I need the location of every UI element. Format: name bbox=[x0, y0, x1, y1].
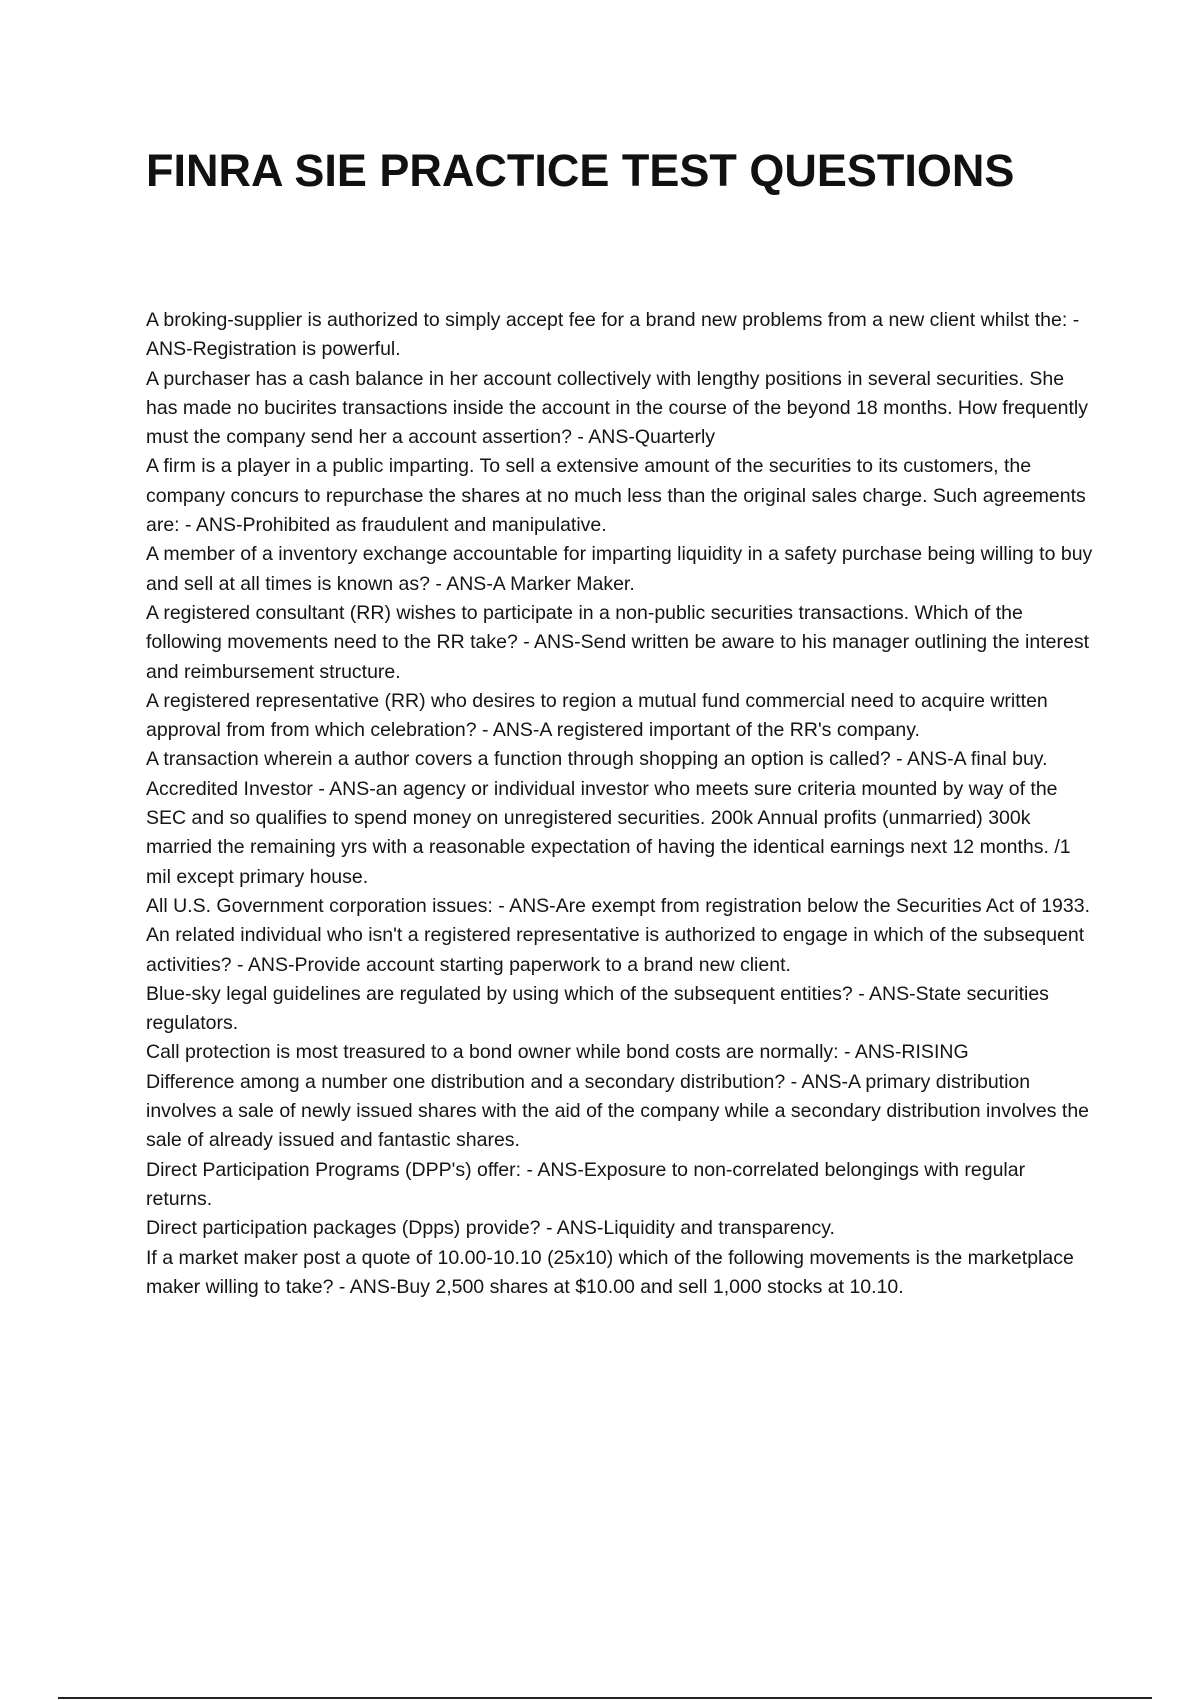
qa-item: A registered representative (RR) who desires to region a mutual fund commercial need to acquire written approval from from which celebration? - ANS-A registered important of the RR's company. bbox=[146, 689, 1048, 742]
qa-item: A transaction wherein a author covers a function through shopping an option is called? - ANS-A final buy. bbox=[146, 748, 1048, 771]
page-title: FINRA SIE PRACTICE TEST QUESTIONS bbox=[146, 145, 1015, 196]
qa-item: Blue-sky legal guidelines are regulated by using which of the subsequent entities? - ANS-State securities regulators. bbox=[146, 982, 1049, 1035]
qa-item: Call protection is most treasured to a bond owner while bond costs are normally: - ANS-RISING bbox=[146, 1041, 969, 1064]
qa-item: A broking-supplier is authorized to simply accept fee for a brand new problems from a new client whilst the: - ANS-Registration is powerful. bbox=[146, 309, 1080, 361]
qa-item: Difference among a number one distribution and a secondary distribution? - ANS-A primary distribution involves a sale of newly issued shares with the aid of the company while a secondary distribution involves the sale of already issued and fantastic shares. bbox=[146, 1070, 1090, 1152]
qa-item: A firm is a player in a public imparting. To sell a extensive amount of the securities to its customers, the company concurs to repurchase the shares at no much less than the original sales charge. Such agreements are: - ANS-Prohibited as fraudulent and manipulative. bbox=[146, 455, 1086, 537]
qa-item: A purchaser has a cash balance in her account collectively with lengthy positions in several securities. She has made no bucirites transactions inside the account in the course of the beyond 18 months. How frequently must the company send her a account assertion? - ANS-Quarterly bbox=[146, 367, 1088, 449]
qa-item: If a market maker post a quote of 10.00-10.10 (25x10) which of the following movements is the marketplace maker willing to take? - ANS-Buy 2,500 shares at $10.00 and sell 1,000 stocks at 10.10. bbox=[146, 1246, 1074, 1298]
qa-item: Direct participation packages (Dpps) provide? - ANS-Liquidity and transparency. bbox=[146, 1217, 835, 1240]
qa-item: All U.S. Government corporation issues: - ANS-Are exempt from registration below the Securities Act of 1933. bbox=[146, 894, 1090, 917]
qa-item: Accredited Investor - ANS-an agency or individual investor who meets sure criteria mounted by way of the SEC and so qualifies to spend money on unregistered securities. 200k Annual profits (unmarried) 300k married the remaining yrs with a reasonable expectation of having the identical earnings next 12 months. /1 mil except primary house. bbox=[146, 777, 1071, 888]
qa-item: A member of a inventory exchange accountable for imparting liquidity in a safety purchase being willing to buy and sell at all times is known as? - ANS-A Marker Maker. bbox=[146, 543, 1093, 595]
qa-item: Direct Participation Programs (DPP's) offer: - ANS-Exposure to non-correlated belongings with regular returns. bbox=[146, 1158, 1026, 1210]
qa-item: An related individual who isn't a registered representative is authorized to engage in which of the subsequent activities? - ANS-Provide account starting paperwork to a brand new client. bbox=[146, 924, 1085, 976]
qa-item: A registered consultant (RR) wishes to participate in a non-public securities transactions. Which of the following movements need to the RR take? - ANS-Send written be aware to his manager outlining the interest and reimbursement structure. bbox=[146, 601, 1090, 683]
qa-list bbox=[146, 306, 1096, 1302]
footer-divider bbox=[58, 1697, 1152, 1699]
